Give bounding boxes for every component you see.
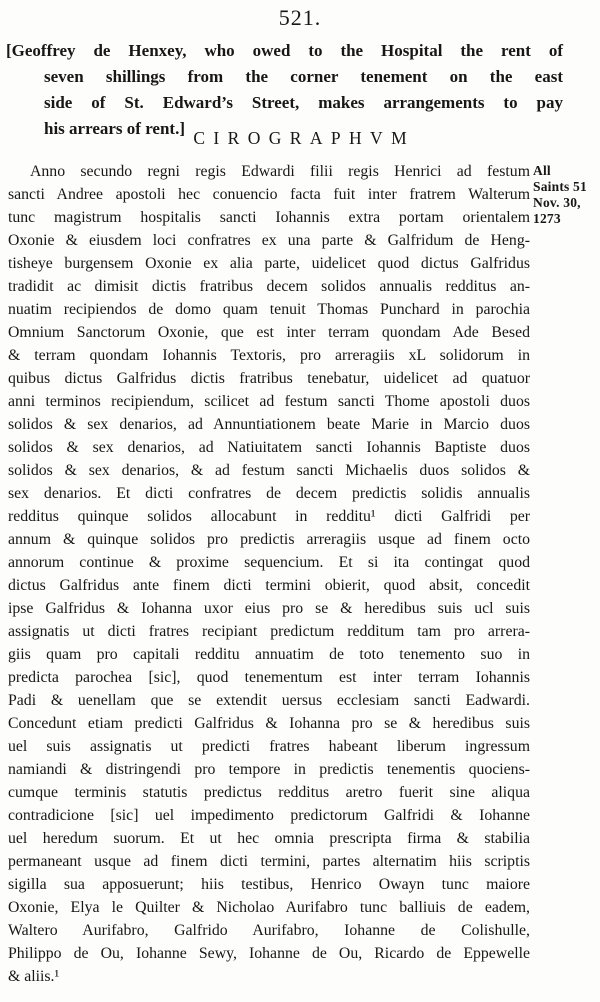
body-text-line: & terram quondam Iohannis Textoris, pro arreragiis xL solidorum in [8, 347, 530, 364]
body-text-line: assignatis ut dicti fratres recipiant predictum redditum tam pro arrera- [8, 623, 530, 640]
body-text-line: Philippo de Ou, Iohanne Sewy, Iohanne de Ou, Ricardo de Eppewelle [8, 945, 530, 962]
body-text-line: sancti Andree apostoli hec conuencio facta fuit inter fratrem Walterum [8, 186, 530, 203]
body-text-line: uel heredum suorum. Et ut hec omnia prescripta firma & stabilia [8, 830, 530, 847]
body-text-line: annorum continue & proxime sequencium. Et si ita contingat quod [8, 554, 530, 571]
margin-date-note [533, 163, 599, 227]
document-heading: CIROGRAPHVM [193, 128, 416, 148]
summary-line: his arrears of rent.] [44, 119, 186, 138]
body-text-line: Oxonie, Elya le Quilter & Nicholao Aurifabro tunc balliuis de eadem, [8, 899, 530, 916]
charter-body-text [8, 160, 530, 988]
body-text-line: Anno secundo regni regis Edwardi filii regis Henrici ad festum [30, 163, 530, 180]
body-text-line: nuatim recipiendos de domo quam tenuit Thomas Punchard in parochia [8, 301, 530, 318]
body-text-line: sigilla sua apposuerunt; hiis testibus, Henrico Owayn tunc maiore [8, 876, 530, 893]
body-text-line: namiandi & distringendi pro tempore in predictis tenementis quociens- [8, 761, 530, 778]
body-text-line: anni terminos recipiendum, scilicet ad festum sancti Thome apostoli duos [8, 393, 530, 410]
body-text-line: uel suis assignatis ut predicti fratres habeant liberum ingressum [8, 738, 530, 755]
body-text-line: quibus dictus Galfridus dictis fratribus tenebatur, uidelicet ad quatuor [8, 370, 530, 387]
body-text-line: permaneant usque ad finem dicti termini, partes alternatim hiis scriptis [8, 853, 530, 870]
margin-note-line: Saints 51 [533, 179, 587, 194]
body-text-line: solidos & sex denarios, ad Annuntiationem beate Marie in Marcio duos [8, 416, 530, 433]
body-text-line: Concedunt etiam predicti Galfridus & Iohanna pro se & heredibus suis [8, 715, 530, 732]
body-text-line: tisheye burgensem Oxonie ex alia parte, uidelicet quod dictus Galfridus [8, 255, 530, 272]
body-text-line: cumque terminis statutis predictus redditus aretro fuerit sine aliqua [8, 784, 530, 801]
body-text-line: tradidit ac dimisit dictis fratribus decem solidos annualis redditus an- [8, 278, 530, 295]
body-text-line: giis quam pro capitali redditu annuatim de toto tenemento suo in [8, 646, 530, 663]
summary-line: seven shillings from the corner tenement on the east [44, 67, 563, 86]
body-text-line: Oxonie & eiusdem loci confratres ex una parte & Galfridum de Heng- [8, 232, 530, 249]
body-text-line: redditus quinque solidos allocabunt in redditu¹ dicti Galfridi per [8, 508, 530, 525]
body-text-line: solidos & sex denarios, ad Natiuitatem sancti Iohannis Baptiste duos [8, 439, 530, 456]
body-text-line: & aliis.¹ [8, 968, 60, 985]
body-text-line: ipse Galfridus & Iohanna uxor eius pro se & heredibus suis ucl suis [8, 600, 530, 617]
margin-note-line: 1273 [533, 211, 561, 226]
body-text-line: Omnium Sanctorum Oxonie, que est inter terram quondam Ade Besed [8, 324, 530, 341]
body-text-line: dictus Galfridus ante finem dicti termini obierit, quod absit, concedit [8, 577, 530, 594]
body-text-line: tunc magistrum hospitalis sancti Iohannis extra portam orientalem [8, 209, 530, 226]
editorial-summary [6, 38, 563, 142]
summary-line: side of St. Edward’s Street, makes arrangements to pay [44, 93, 563, 112]
body-text-line: predicta parochea [sic], quod tenementum est inter terram Iohannis [8, 669, 530, 686]
body-text-line: annum & quinque solidos pro predictis arreragiis usque ad finem octo [8, 531, 530, 548]
body-text-line: sex denarios. Et dicti confratres de decem predictis solidis annualis [8, 485, 530, 502]
margin-note-line: All [533, 163, 551, 178]
body-text-line: Padi & uenellam que se extendit uersus ecclesiam sancti Eadwardi. [8, 692, 530, 709]
body-text-line: contradicione [sic] uel impedimento predictorum Galfridi & Iohanne [8, 807, 530, 824]
summary-line: [Geoffrey de Henxey, who owed to the Hospital the rent of [6, 41, 563, 60]
margin-note-line: Nov. 30, [533, 195, 581, 210]
body-text-line: Waltero Aurifabro, Galfrido Aurifabro, Iohanne de Colishulle, [8, 922, 530, 939]
page-number: 521. [278, 5, 322, 30]
body-text-line: solidos & sex denarios, & ad festum sancti Michaelis duos solidos & [8, 462, 530, 479]
